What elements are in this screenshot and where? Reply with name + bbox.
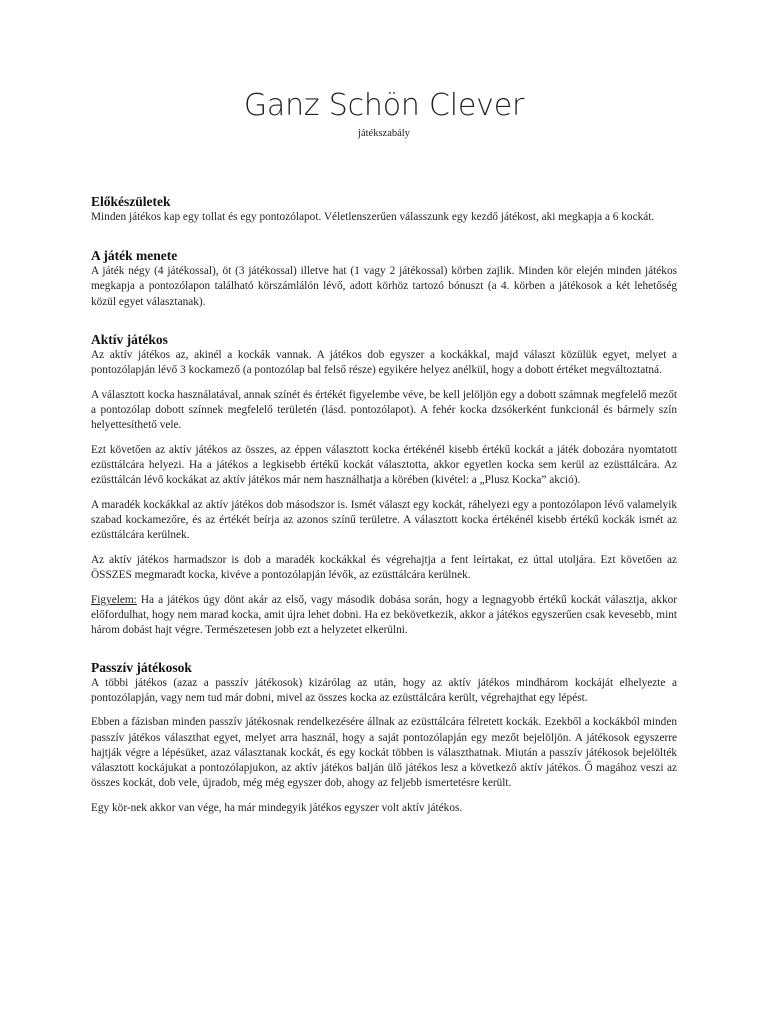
warning-label: Figyelem: [91,593,137,606]
document-page [91,0,677,1024]
paragraph: A választott kocka használatával, annak színét és értékét figyelembe véve, be kell jelöljön egy a dobott számnak megfelelő mezőt a pontozólap dobott színnek megfelelő területén (lásd. pontozólapot). A fehér kocka dzsókerként funkcionál és bármely szín helyettesíthető vele. [91,388,677,432]
document-subtitle: játékszabály [358,128,410,139]
paragraph: Ezt követően az aktív játékos az összes, az éppen választott kocka értékénél kisebb értékű kockát a játék dobozára nyomtatott ezüsttálcára helyezi. Ha a játékos a legkisebb értékű kockát választotta, akkor egyetlen kocka sem kerül az ezüsttálcára. Az ezüsttálcán lévő kockákat az aktív játékos már nem használhatja a körében (kivétel: a „Plusz Kocka” akció). [91,443,677,487]
document-title: Ganz Schön Clever [243,88,525,123]
warning-paragraph [91,593,677,639]
section-heading: Passzív játékosok [91,659,192,675]
paragraph: A többi játékos (azaz a passzív játékosok) kizárólag az után, hogy az aktív játékos mindhárom kockáját elhelyezte a pontozólapján, vagy nem tud már dobni, mivel az összes kocka az ezüsttálcára került, végrehajthat egy lépést. [91,676,677,704]
section-heading: A játék menete [91,248,178,264]
warning-text: Ha a játékos úgy dönt akár az első, vagy második dobása során, hogy a legnagyobb értékű kockát választja, akkor előfordulhat, hogy nem marad kocka, amit újra lehet dobni. Ha ez bekövetkezik, akkor a játékos egyszerűen csak kevesebb, mint három dobást hajt végre. Természetesen jobb ezt a helyzetet elkerülni. [91,593,677,637]
paragraph: Minden játékos kap egy tollat és egy pontozólapot. Véletlenszerűen válasszunk egy kezdő játékost, aki megkapja a 6 kockát. [91,211,655,223]
paragraph: Egy kör-nek akkor van vége, ha már mindegyik játékos egyszer volt aktív játékos. [91,801,463,814]
paragraph: Az aktív játékos az, akinél a kockák vannak. A játékos dob egyszer a kockákkal, majd választ közülük egyet, melyet a pontozólapján lévő 3 kockamező (a pontozólap bal felső része) egyikére helyez anélkül, hogy a dobott értéket megváltoztatná. [91,348,677,377]
section-preparation [91,193,677,225]
section-game-flow [91,247,677,310]
document-body [91,193,677,826]
section-active-player [91,331,677,639]
paragraph: Az aktív játékos harmadszor is dob a maradék kockákkal és végrehajtja a fent leírtakat, ez úttal utoljára. Ezt követően az ÖSSZES megmaradt kocka, kivéve a pontozólapján lévők, az ezüsttálcára kerülnek. [91,554,677,582]
section-passive-players [91,659,677,817]
paragraph: A maradék kockákkal az aktív játékos dob másodszor is. Ismét választ egy kockát, ráhelyezi egy a pontozólapon lévő valamelyik szabad kockamezőre, és az értékét beírja az azonos színű területre. A választott kocka értékénél kisebb értékű kockák ismét az ezüsttálcára kerülnek. [91,498,677,542]
section-heading: Aktív játékos [91,331,168,347]
paragraph: Ebben a fázisban minden passzív játékosnak rendelkezésére állnak az ezüsttálcára félretett kockák. Ezekből a kockákból minden passzív játékos választhat egyet, melyet arra használ, hogy a saját pontozólapján egy mezőt bejelöljön. A játékosok egyszerre hajtják végre a lépésüket, azaz választanak kockát, és egy kockát többen is választhatnak. Miután a passzív játékosok bejelölték választott kockájukat a pontozólapjukon, az aktív játékos balján ülő játékos lesz a következő aktív játékos. Ő magához veszi az összes kockát, dob vele, újradob, még még egyszer dob, ahogy az feljebb ismertetésre került. [91,716,677,790]
section-heading: Előkészületek [91,194,171,209]
paragraph: A játék négy (4 játékossal), öt (3 játékossal) illetve hat (1 vagy 2 játékossal) körben zajlik. Minden kör elején minden játékos megkapja a pontozólapon található körszámlálón lévő, adott körhöz tartozó bónuszt (a 4. körben a játékosok a két lehetőség közül egyet választanak). [91,265,677,308]
